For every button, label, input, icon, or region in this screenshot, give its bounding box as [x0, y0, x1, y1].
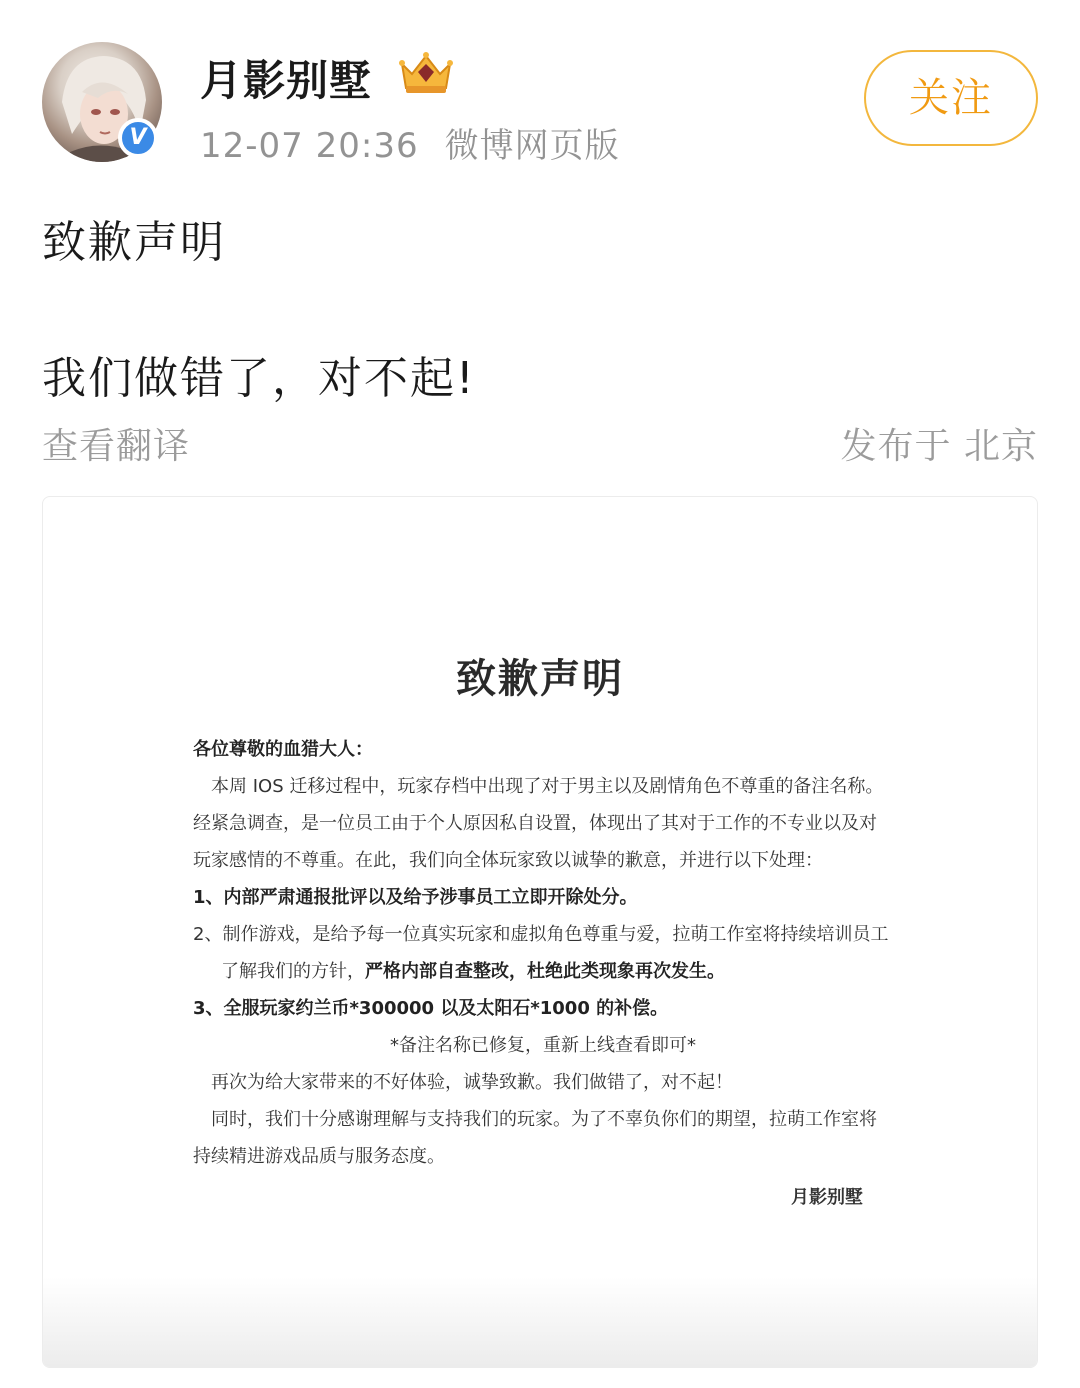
- follow-button[interactable]: 关注: [864, 50, 1038, 146]
- document-text: 了解我们的方针，: [221, 961, 365, 982]
- post-source: 微博网页版: [444, 126, 620, 166]
- document-line: 玩家感情的不尊重。在此，我们向全体玩家致以诚挚的歉意，并进行以下处理：: [193, 850, 823, 871]
- document-item-2-cont: [193, 953, 893, 990]
- document-line: 再次为给大家带来的不好体验，诚挚致歉。我们做错了，对不起！: [211, 1072, 733, 1093]
- verified-badge-icon: V: [118, 118, 158, 158]
- document-item-1: 1、内部严肃通报批评以及给予涉事员工立即开除处分。: [193, 887, 638, 908]
- document-line: 经紧急调查，是一位员工由于个人原因私自设置，体现出了其对于工作的不专业以及对: [193, 813, 877, 834]
- post-text-line: 致歉声明: [42, 217, 226, 268]
- post-text-line: 我们做错了，对不起!: [42, 353, 476, 404]
- document-greeting: 各位尊敬的血猎大人：: [193, 739, 373, 760]
- document-signature: 月影别墅: [791, 1187, 863, 1208]
- document-line: 同时，我们十分感谢理解与支持我们的玩家。为了不辜负你们的期望，拉萌工作室将: [211, 1109, 877, 1130]
- post-image-apology-letter[interactable]: [42, 496, 1038, 1368]
- document-title: 致歉声明: [456, 656, 624, 702]
- timestamp: 12-07 20:36: [200, 126, 419, 166]
- post-meta: [200, 118, 620, 167]
- document-note: *备注名称已修复，重新上线查看即可*: [390, 1035, 696, 1056]
- document-body: [193, 731, 893, 1216]
- document-line: 本周 IOS 迁移过程中，玩家存档中出现了对于男主以及剧情角色不尊重的备注名称。: [211, 776, 884, 797]
- document-line: 持续精进游戏品质与服务态度。: [193, 1146, 445, 1167]
- document-text-bold: 严格内部自查整改，杜绝此类现象再次发生。: [365, 961, 725, 982]
- avatar[interactable]: [42, 42, 162, 162]
- document-item-3: 3、全服玩家约兰币*300000 以及太阳石*1000 的补偿。: [193, 998, 669, 1019]
- crown-icon[interactable]: [396, 50, 456, 96]
- translate-link[interactable]: 查看翻译: [42, 426, 191, 467]
- document-item-2: 2、制作游戏，是给予每一位真实玩家和虚拟角色尊重与爱，拉萌工作室将持续培训员工: [193, 924, 889, 945]
- post-location: 发布于 北京: [840, 426, 1038, 467]
- username[interactable]: 月影别墅: [200, 56, 373, 105]
